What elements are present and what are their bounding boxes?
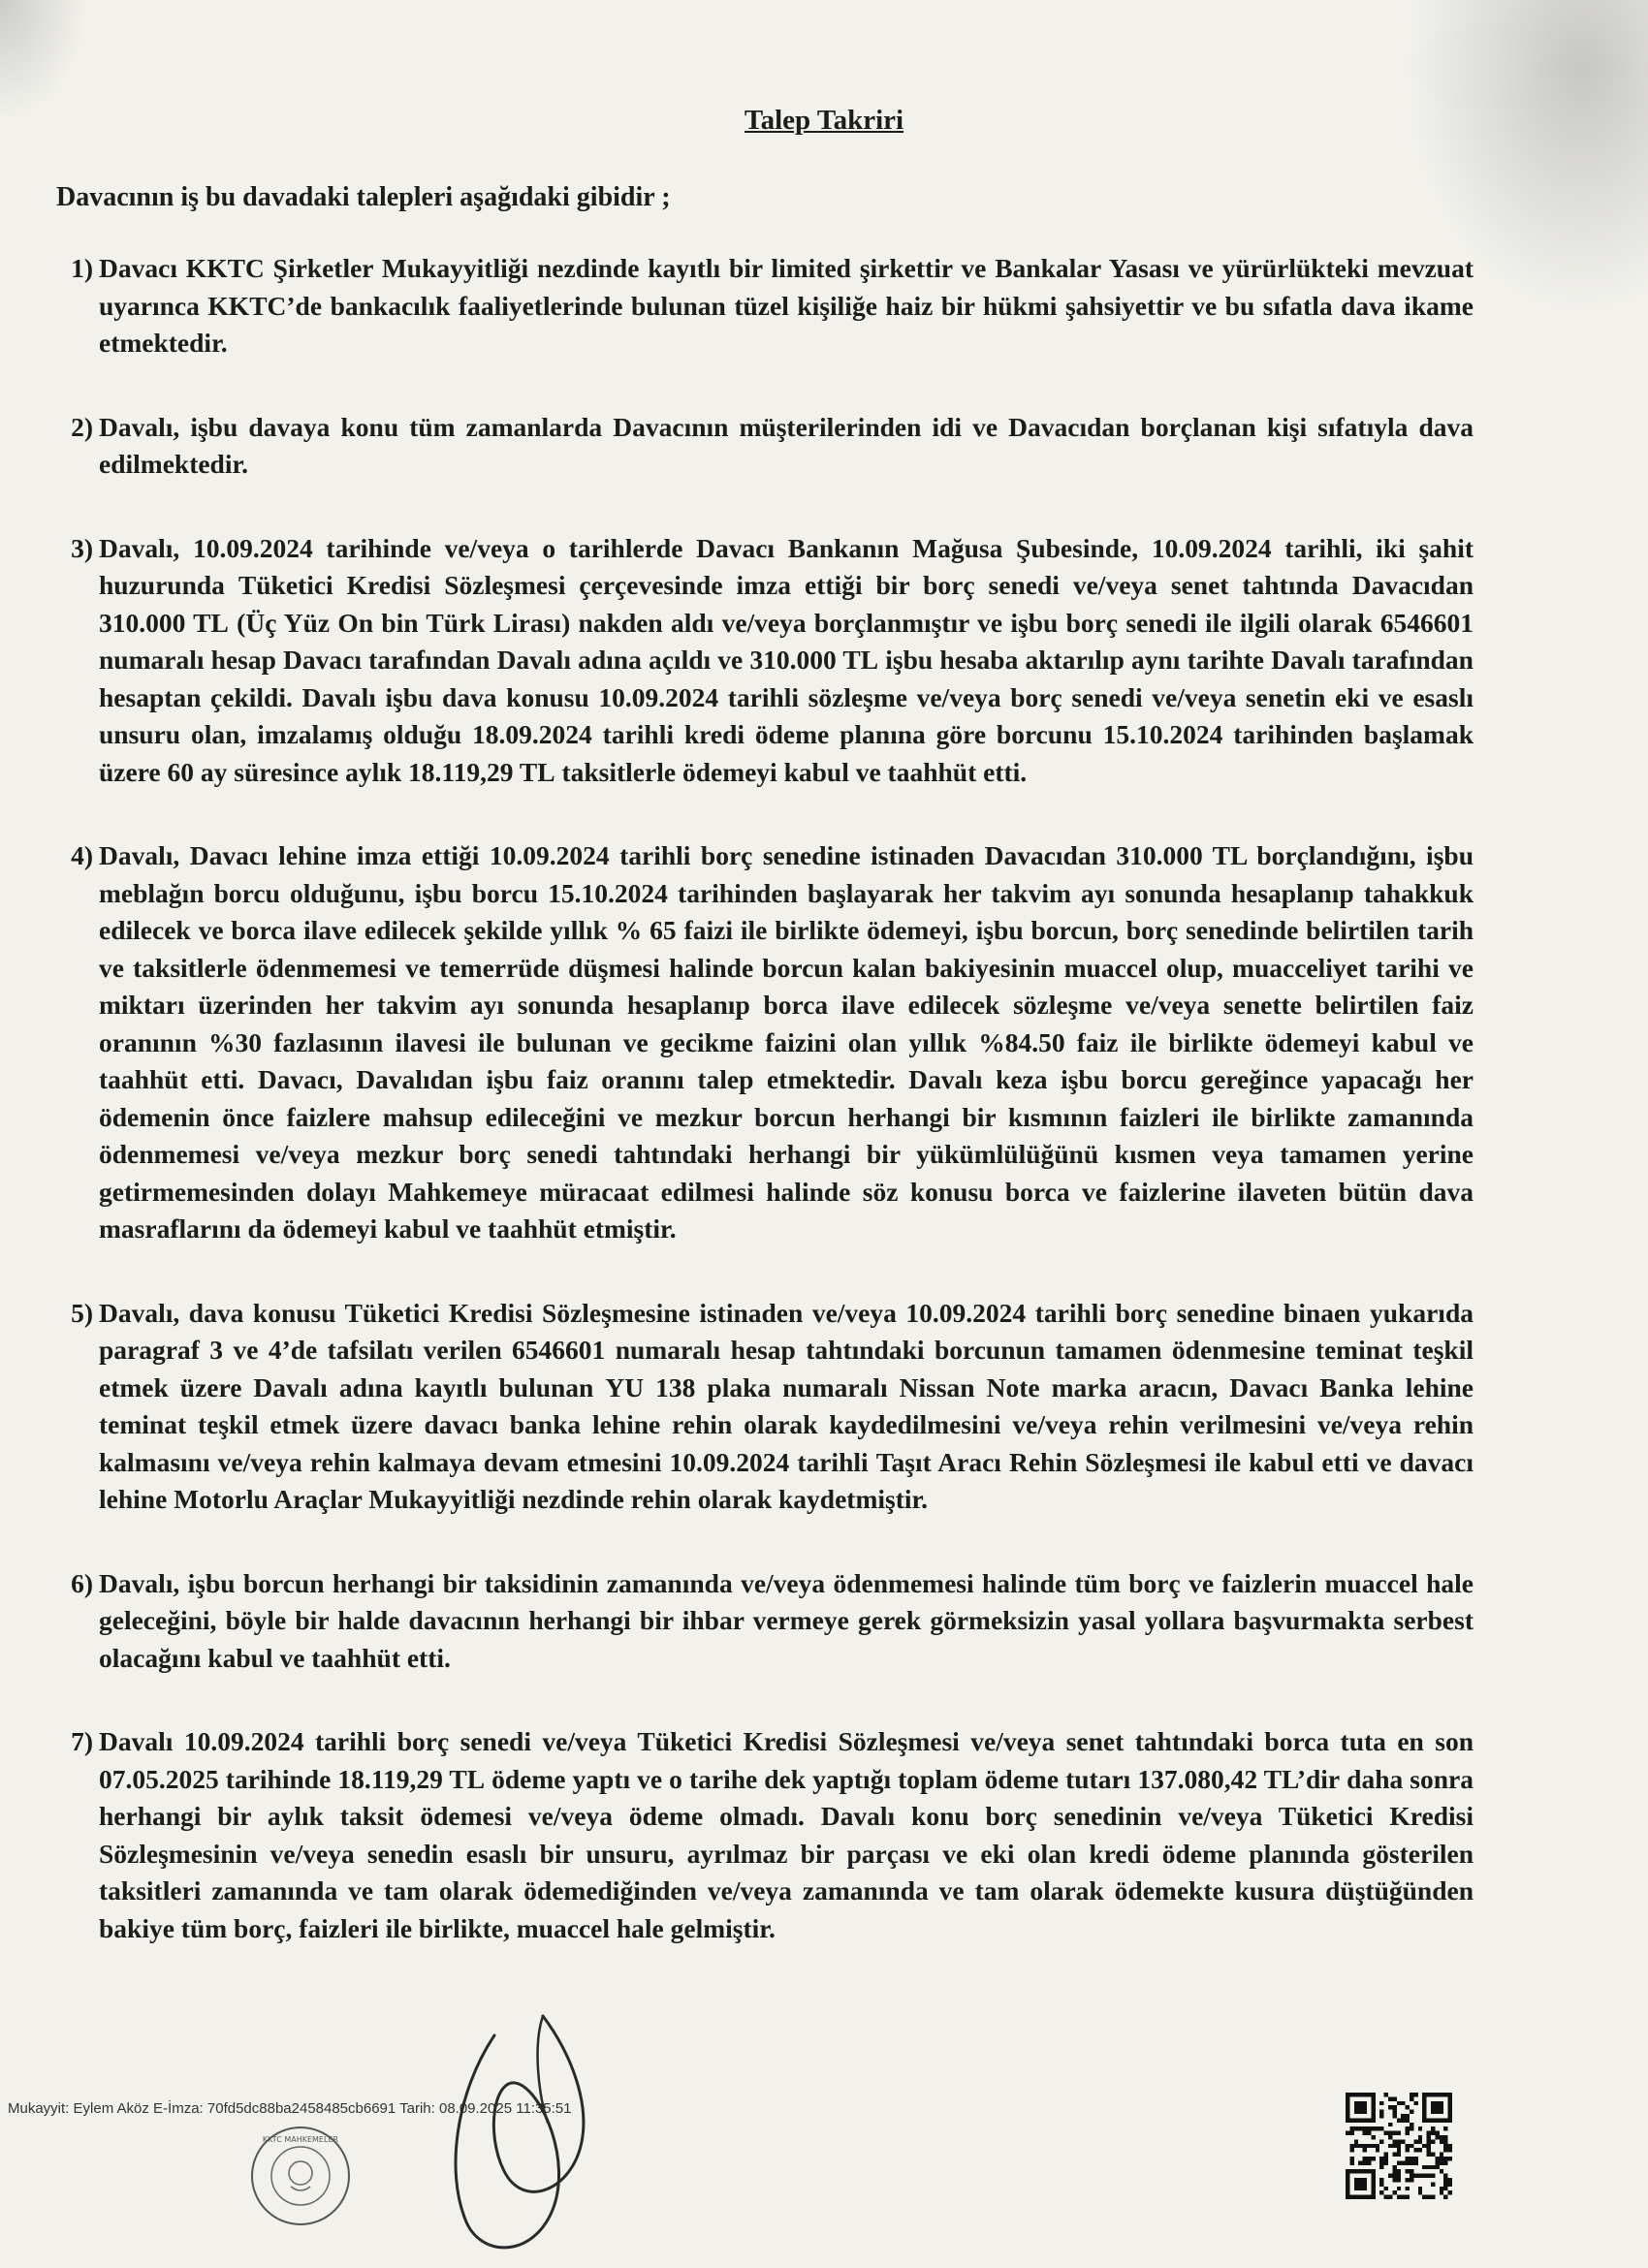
claim-text: Davalı, bbox=[99, 532, 193, 563]
claim-emphasis: 310.000 TL bbox=[749, 645, 879, 675]
claim-emphasis: Taşıt Aracı Rehin Sözleşmesi bbox=[875, 1446, 1207, 1477]
claim-emphasis: YU 138 bbox=[605, 1371, 696, 1402]
claim-text: Davalı, işbu borcun herhangi bir taksidinin zamanında ve/veya ödenmemesi halinde tüm borç ve faizlerin muaccel hale geleceğini, böyle bir halde davacının herhangi bir ihbar vermeye gerek görmeksizin yasal yollara başvurmakta serbest olacağını kabul ve taahhüt etti. bbox=[99, 1567, 1474, 1673]
claim-emphasis: %84.50 bbox=[978, 1026, 1065, 1057]
claim-emphasis: 18.119,29 TL bbox=[408, 756, 555, 787]
claim-emphasis: Mağusa bbox=[912, 532, 1003, 563]
claim-text: Davalı 10.09.2024 tarihli borç senedi ve/veya Tüketici Kredisi Sözleşmesi ve/veya senet tahtındaki borca tuta en son bbox=[99, 1726, 1474, 1756]
claim-emphasis: Nissan Note bbox=[899, 1371, 1040, 1402]
claim-emphasis: 10.09.2024 bbox=[669, 1446, 790, 1477]
e-signature-line: Mukayyit: Eylem Aköz E-İmza: 70fd5dc88ba2458485cb6691 Tarih: 08.09.2025 11:35:51 bbox=[8, 2100, 572, 2117]
claim-text: tarihli bbox=[789, 1446, 876, 1477]
claim-text: Davalı, dava konusu Tüketici Kredisi Sözleşmesine istinaden ve/veya 10.09.2024 tarihli borç senedine binaen yukarıda paragraf 3 ve 4’de tafsilatı verilen 6546601 numaralı hesap tahtındaki borcunun tamamen ödenmesine teminat teşkil etmek üzere Davalı adına kayıtlı bulunan bbox=[99, 1297, 1474, 1402]
claim-text: plaka numaralı bbox=[695, 1371, 900, 1402]
court-seal-icon bbox=[247, 2123, 354, 2229]
claim-number: 7) bbox=[71, 1726, 93, 1756]
claim-number: 1) bbox=[71, 253, 93, 283]
claim-emphasis: 10.09.2024 bbox=[192, 532, 313, 563]
claim-text: tarihinde ve/veya o tarihlerde Davacı Bankanın bbox=[312, 532, 913, 563]
claim-item bbox=[39, 837, 1474, 1248]
claim-item bbox=[39, 1565, 1474, 1678]
claim-emphasis: 310.000 TL bbox=[99, 607, 229, 638]
claim-item bbox=[39, 1295, 1474, 1519]
claim-text: Davalı, işbu davaya konu tüm zamanlarda Davacının müşterilerinden idi ve Davacıdan borçlanan kişi sıfatıyla dava edilmektedir. bbox=[99, 411, 1474, 479]
claim-number: 2) bbox=[71, 411, 93, 442]
claim-text: marka aracın, Davacı Banka lehine teminat teşkil etmek üzere davacı banka lehine rehin olarak kaydedilmesini ve/veya rehin verilmesini ve/veya rehin kalmasını ve/veya rehin kalmaya devam etmesini bbox=[99, 1371, 1474, 1477]
claim-text: faiz ile birlikte ödemeyi kabul ve taahhüt etti. Davacı, Davalıdan işbu faiz oranını talep etmektedir. Davalı keza işbu borcu gereğince yapacağı her ödemenin önce faizlere mahsup edileceğini ve mezkur borcun herhangi bir kısmının faizleri ile birlikte zamanında ödenmemesi ve/veya mezkur borç senedi tahtındaki herhangi bir yükümlülüğünü kısmen veya tamamen yerine getirmemesinden dolayı Mahkemeye müracaat edilmesi halinde söz konusu borca ve faizlerine ilaveten bütün dava masraflarını da ödemeyi kabul ve taahhüt etmiştir. bbox=[99, 1026, 1474, 1244]
claim-number: 4) bbox=[71, 840, 93, 870]
qr-code-icon bbox=[1346, 2092, 1452, 2200]
claim-number: 3) bbox=[71, 532, 93, 563]
claim-text: Şubesinde, 10.09.2024 tarihli, iki şahit huzurunda bbox=[99, 532, 1474, 600]
claim-item bbox=[39, 250, 1474, 362]
claim-text: Davacı KKTC Şirketler Mukayyitliği nezdinde kayıtlı bir limited şirkettir ve Bankalar Yasası ve yürürlükteki mevzuat uyarınca KKTC’de bankacılık faaliyetlerinde bulunan tüzel kişiliğe haiz bir hükmi şahsiyettir ve bu sıfatla dava ikame etmektedir. bbox=[99, 253, 1474, 358]
claim-text: taksitlerle ödemeyi kabul ve taahhüt etti. bbox=[555, 756, 1028, 787]
claim-text: Davalı, Davacı lehine imza ettiği 10.09.2024 tarihli borç senedine istinaden Davacıdan 310.000 TL borçlandığını, işbu meblağın borcu olduğunu, işbu borcu 15.10.2024 tarihinden başlayarak her takvim ayı sonunda hesaplanıp tahakkuk edilecek ve borca ilave edilecek şekilde yıllık bbox=[99, 840, 1474, 945]
claim-text: faizi ile birlikte ödemeyi, işbu borcun, borç senedinde belirtilen tarih ve taksitlerle ödenmemesi ve temerrüde düşmesi halinde borcun kalan bakiyesinin muaccel olup, muacceliyet tarihi ve miktarı üzerinden her takvim ayı sonunda hesaplanıp borca ilave edilecek sözleşme ve/veya senette belirtilen faiz oranının %30 fazlasının ilavesi ile bulunan ve gecikme faizini olan yıllık bbox=[99, 915, 1474, 1057]
claim-item bbox=[39, 530, 1474, 792]
claim-item bbox=[39, 409, 1474, 484]
claim-text: (Üç Yüz On bin Türk Lirası) nakden aldı ve/veya borçlanmıştır ve işbu borç senedi ile ilgili olarak 6546601 numaralı hesap Davacı tarafından Davalı adına açıldı ve bbox=[99, 607, 1474, 675]
claim-text: çerçevesinde imza ettiği bir borç senedi ve/veya senet tahtında Davacıdan bbox=[565, 570, 1474, 600]
document-title: Talep Takriri bbox=[744, 105, 904, 136]
claim-number: 5) bbox=[71, 1297, 93, 1328]
claim-number: 6) bbox=[71, 1567, 93, 1598]
claim-emphasis: 18.119,29 TL bbox=[337, 1763, 486, 1794]
claim-text: ödeme yaptı ve o tarihe dek yaptığı toplam ödeme tutarı bbox=[485, 1763, 1138, 1794]
seal-text: KKTC MAHKEMELER bbox=[262, 2135, 339, 2144]
handwritten-signature-icon bbox=[427, 1977, 620, 2268]
claim-emphasis: 07.05.2025 bbox=[99, 1763, 219, 1794]
claim-emphasis: 60 bbox=[167, 756, 194, 787]
claim-text: daha sonra herhangi bir aylık taksit ödemesi ve/veya ödeme olmadı. Davalı konu borç senedinin ve/veya Tüketici Kredisi Sözleşmesinin ve/veya senedin esaslı bir unsuru, ayrılmaz bir parçası ve eki olan kredi ödeme planında gösterilen taksitleri zamanında ve tam olarak ödemediğinden ve/veya zamanında ve tam olarak ödemekte kusura düştüğünden bakiye tüm borç, faizleri ile birlikte, muaccel hale gelmiştir. bbox=[99, 1763, 1474, 1943]
claim-text: ay süresince aylık bbox=[194, 756, 409, 787]
claim-emphasis: % 65 bbox=[615, 915, 677, 945]
document-intro: Davacının iş bu davadaki talepleri aşağıdaki gibidir ; bbox=[56, 182, 671, 212]
claim-text: tarihinde bbox=[218, 1763, 338, 1794]
claim-text: işbu hesaba aktarılıp aynı tarihte Davalı tarafından hesaptan çekildi. Davalı işbu dava konusu 10.09.2024 tarihli sözleşme ve/veya borç senedi ve/veya senetin eki ve esaslı unsuru olan, imzalamış olduğu 18.09.2024 tarihli kredi ödeme planına göre borcunu 15.10.2024 tarihinden başlamak üzere bbox=[99, 645, 1474, 787]
claim-emphasis: Tüketici Kredisi Sözleşmesi bbox=[238, 570, 566, 600]
claim-emphasis: 137.080,42 TL’dir bbox=[1137, 1763, 1341, 1794]
claims-list bbox=[39, 250, 1474, 1994]
claim-text: ile kabul etti ve davacı lehine Motorlu Araçlar Mukayyitliği nezdinde rehin olarak kaydetmiştir. bbox=[99, 1446, 1474, 1514]
claim-item bbox=[39, 1723, 1474, 1947]
